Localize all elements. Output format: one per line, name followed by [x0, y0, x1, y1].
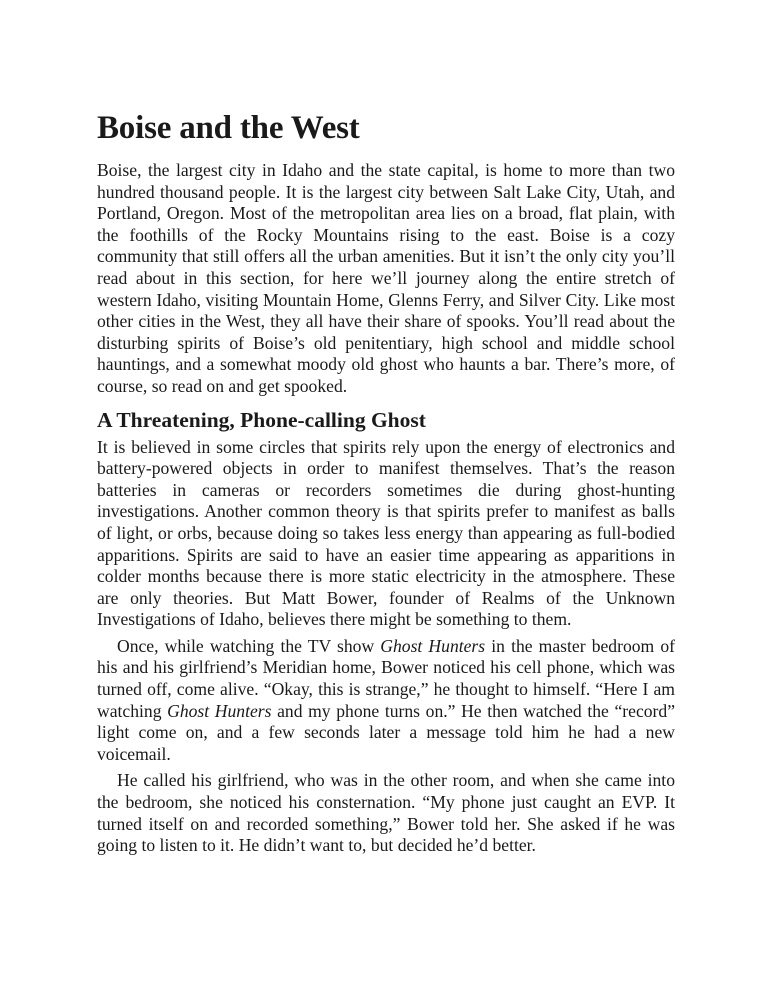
paragraph-2-text-a: Once, while watching the TV show	[117, 635, 381, 656]
paragraph-2-text-c: and my phone turns on.” He then watched the “record” light come on, and a few seconds later a message told him he had a new voicemail.	[97, 700, 676, 764]
show-title-ghost-hunters: Ghost Hunters	[380, 635, 486, 656]
section-paragraph-1: It is believed in some circles that spirits rely upon the energy of electronics and battery-powered objects in order to manifest themselves. That’s the reason batteries in cameras or recorders sometimes die during ghost-hunting investigations. Another common theory is that spirits prefer to manifest as balls of light, or orbs, because doing so takes less energy than appearing as full-bodied apparitions. Spirits are said to have an easier time appearing as apparitions in colder months because there is more static electricity in the atmosphere. These are only theories. But Matt Bower, founder of Realms of the Unknown Investigations of Idaho, believes there might be something to them.	[97, 436, 675, 630]
chapter-intro-paragraph: Boise, the largest city in Idaho and the state capital, is home to more than two hundred thousand people. It is the largest city between Salt Lake City, Utah, and Portland, Oregon. Most of the metropolitan area lies on a broad, flat plain, with the foothills of the Rocky Mountains rising to the east. Boise is a cozy community that still offers all the urban amenities. But it isn’t the only city you’ll read about in this section, for here we’ll journey along the entire stretch of western Idaho, visiting Mountain Home, Glenns Ferry, and Silver City. Like most other cities in the West, they all have their share of spooks. You’ll read about the disturbing spirits of Boise’s old penitentiary, high school and middle school hauntings, and a somewhat moody old ghost who haunts a bar. There’s more, of course, so read on and get spooked.	[97, 160, 675, 396]
book-page	[97, 108, 675, 857]
show-title-ghost-hunters-2: Ghost Hunters	[167, 700, 272, 721]
paragraph-2-text-b: in the master bedroom of his and his girlfriend’s Meridian home, Bower noticed his cell phone, which was turned off, come alive. “Okay, this is strange,” he thought to himself. “Here I am watching	[97, 635, 676, 721]
chapter-title: Boise and the West	[97, 110, 360, 146]
section-paragraph-2	[97, 636, 675, 766]
section-paragraph-3: He called his girlfriend, who was in the other room, and when she came into the bedroom, she noticed his consternation. “My phone just caught an EVP. It turned itself on and recorded something,” Bower told her. She asked if he was going to listen to it. He didn’t want to, but decided he’d better.	[97, 770, 675, 856]
section-title: A Threatening, Phone-calling Ghost	[97, 407, 426, 432]
